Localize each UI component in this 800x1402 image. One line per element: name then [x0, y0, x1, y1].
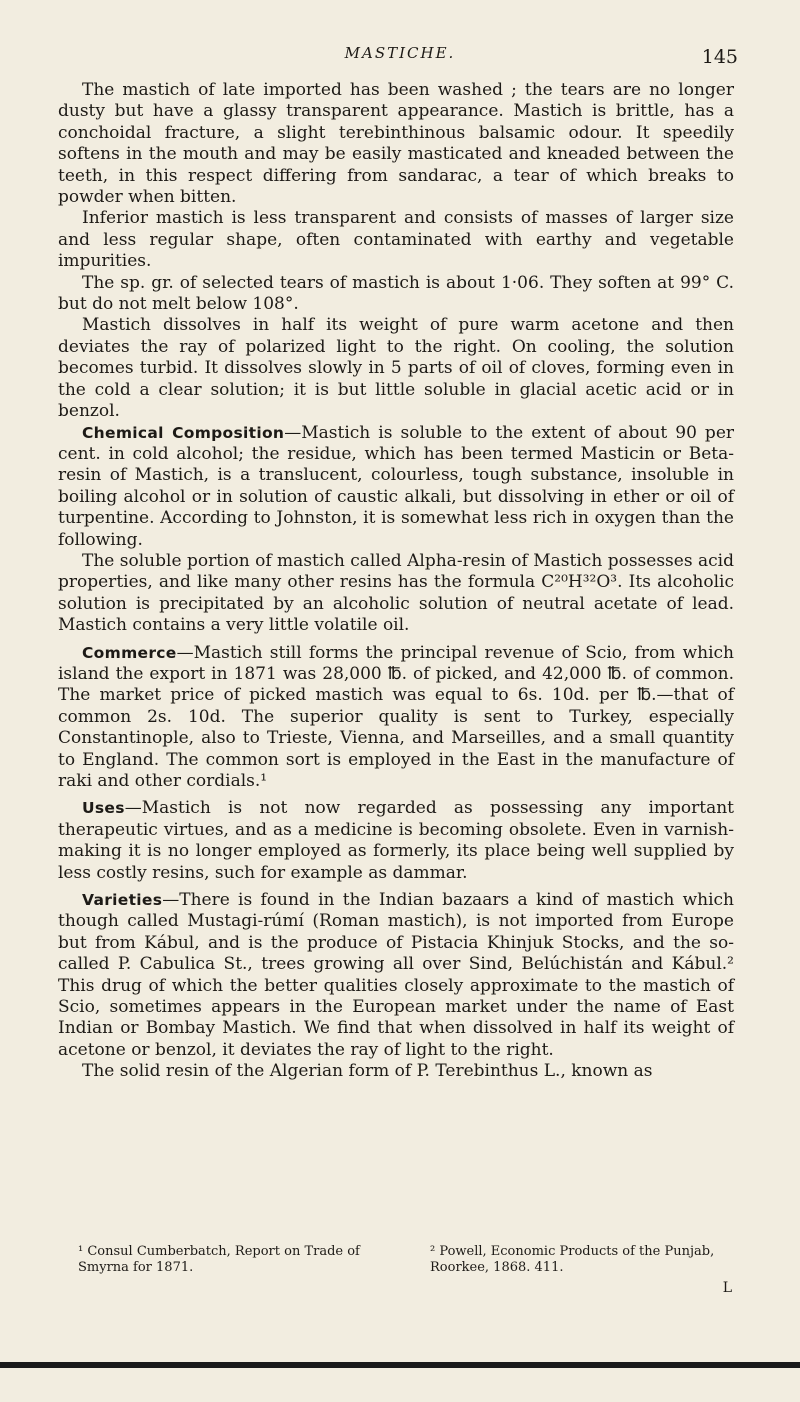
paragraph-specific-gravity: The sp. gr. of selected tears of mastich is about 1·06. They soften at 99° C. but do not melt below 108°.: [58, 272, 734, 315]
paragraph-alpha-resin: The soluble portion of mastich called Alpha-resin of Mastich possesses acid properties, and like many other resins has the formula C²⁰H³²O³. Its alcoholic solution is precipitated by an alcoholic solution of neutral acetate of lead. Mastich contains a very little volatile oil.: [58, 550, 734, 636]
section-text: —Mastich is soluble to the extent of about 90 per cent. in cold alcohol; the residue, which has been termed Masticin or Beta-resin of Mastich, is a translucent, colourless, tough substance, insoluble in boiling alcohol or in solution of caustic alkali, but dissolving in ether or oil of turpentine. According to Johnston, it is somewhat less rich in oxygen than the following.: [58, 422, 735, 550]
body-text: [58, 80, 734, 1083]
section-heading: Chemical Composition: [82, 423, 285, 442]
paragraph-description: The mastich of late imported has been washed ; the tears are no longer dusty but have a glassy transparent appearance. Mastich is brittle, has a conchoidal fracture, a slight terebinthinous balsamic odour. It speedily softens in the mouth and may be easily masticated and kneaded between the teeth, in this respect differing from sandarac, a tear of which breaks to powder when bitten.: [58, 80, 734, 208]
paragraph-inferior: Inferior mastich is less transparent and consists of masses of larger size and less regular shape, often contaminated with earthy and vegetable impurities.: [58, 208, 734, 272]
paragraph-solubility: Mastich dissolves in half its weight of pure warm acetone and then deviates the ray of polarized light to the right. On cooling, the solution becomes turbid. It dissolves slowly in 5 parts of oil of cloves, forming even in the cold a clear solution; it is but little soluble in glacial acetic acid or in benzol.: [58, 315, 734, 422]
section-text: —Mastich is not now regarded as possessing any important therapeutic virtues, and as a medicine is becoming obsolete. Even in varnish-making it is no longer employed as formerly, its place being well supplied by less costly resins, such for example as dammar.: [58, 798, 734, 883]
paragraph-varieties: [58, 890, 734, 1061]
footnote-2: ² Powell, Economic Products of the Punjab, Roorkee, 1868. 411.: [430, 1244, 715, 1275]
paragraph-uses: [58, 798, 734, 884]
section-heading: Uses: [82, 799, 125, 818]
paragraph-commerce: [58, 643, 734, 793]
section-heading: Commerce: [82, 643, 177, 662]
signature-mark: L: [722, 1280, 732, 1296]
running-title: MASTICHE.: [344, 44, 456, 62]
paragraph-chemical-composition: [58, 423, 734, 551]
footnote-1: ¹ Consul Cumberbatch, Report on Trade of Smyrna for 1871.: [78, 1244, 360, 1275]
section-text: —There is found in the Indian bazaars a kind of mastich which though called Mustagi-rúmí (Roman mastich), is not imported from Europe but from Kábul, and is the produce of Pistacia Khinjuk Stocks, and the so-called P. Cabulica St., trees growing all over Sind, Belúchistán and Kábul.² This drug of which the better qualities closely approximate to the mastich of Scio, sometimes appears in the European market under the name of East Indian or Bombay Mastich. We find that when dissolved in half its weight of acetone or benzol, it deviates the ray of light to the right.: [58, 890, 734, 1060]
page-number: 145: [701, 46, 738, 68]
page-header: [0, 44, 800, 68]
section-text: —Mastich still forms the principal revenue of Scio, from which island the export in 1871 was 28,000 ℔. of picked, and 42,000 ℔. of common. The market price of picked mastich was equal to 6s. 10d. per ℔.—that of common 2s. 10d. The superior quality is sent to Turkey, especially Constantinople, also to Trieste, Vienna, and Marseilles, and a small quantity to England. The common sort is employed in the East in the manufacture of raki and other cordials.¹: [58, 642, 734, 791]
page-bottom-rule: [0, 1362, 800, 1368]
paragraph-algerian-resin: The solid resin of the Algerian form of P. Terebinthus L., known as: [82, 1061, 653, 1082]
section-heading: Varieties: [82, 891, 163, 910]
